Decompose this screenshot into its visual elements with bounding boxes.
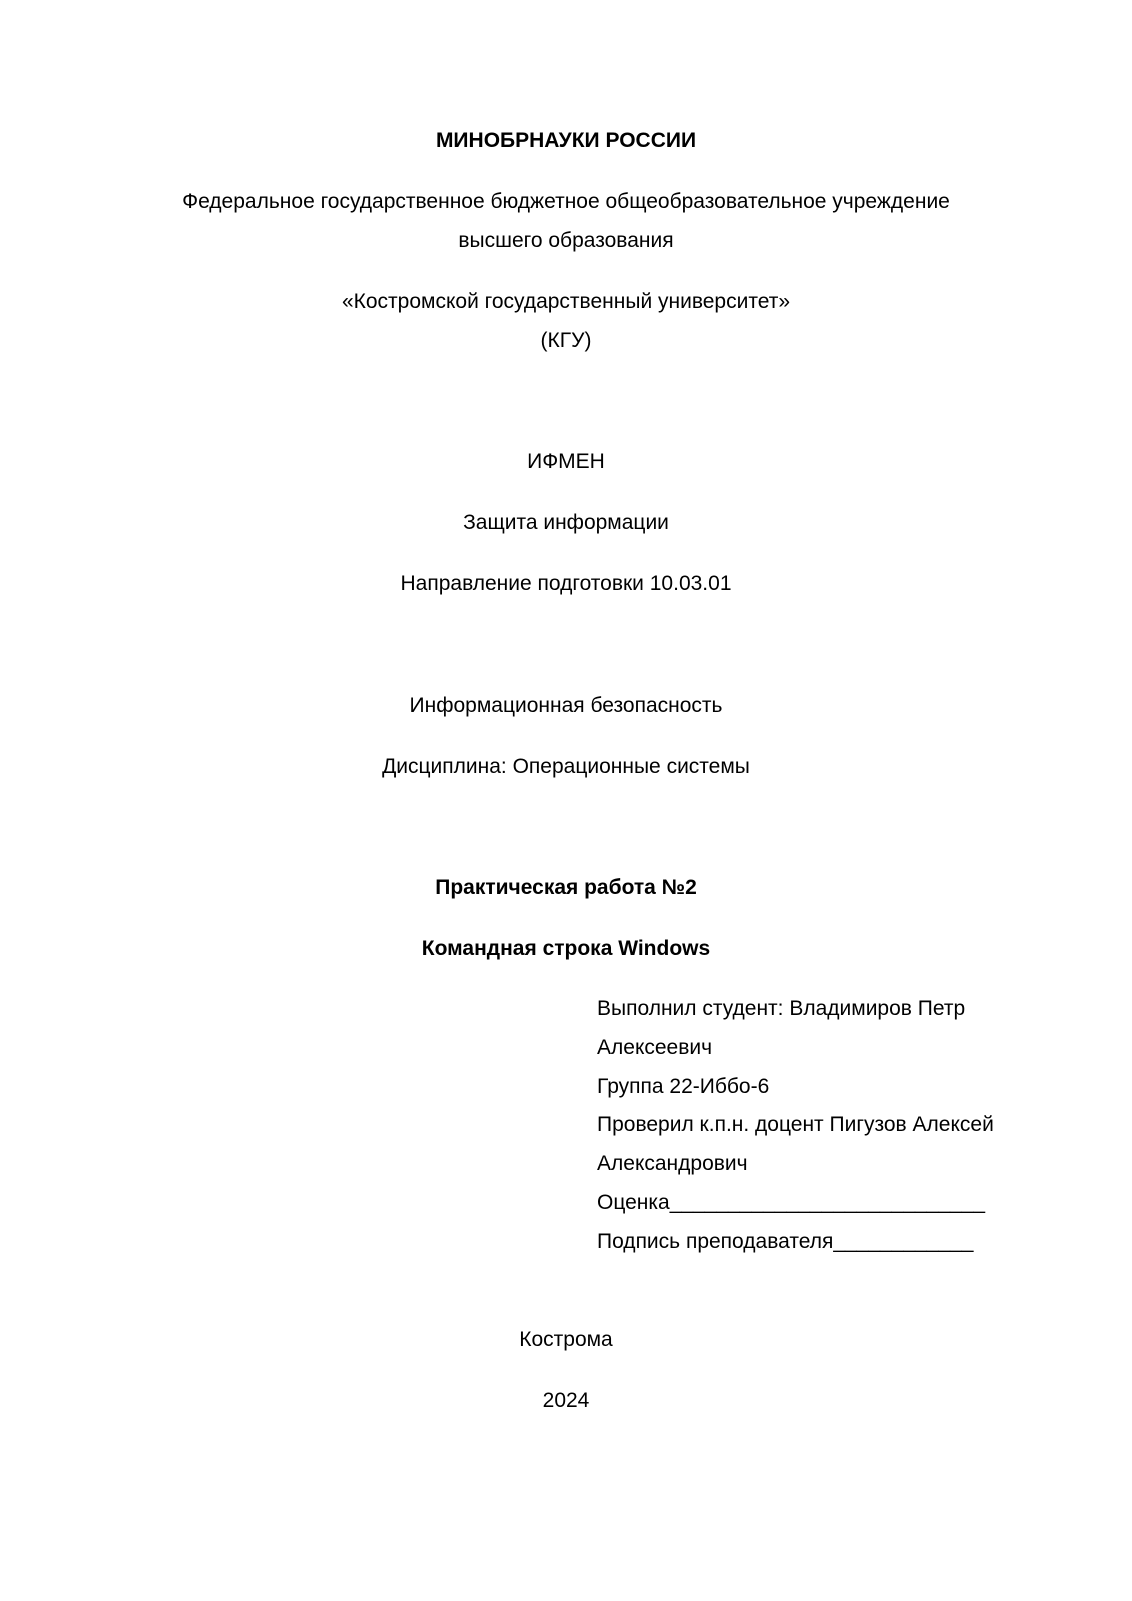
checker-line-1: Проверил к.п.н. доцент Пигузов Алексей [597, 1113, 994, 1136]
institution-line-1: Федеральное государственное бюджетное общеобразовательное учреждение [182, 190, 950, 213]
group-label: Группа 22-Иббо-6 [597, 1075, 770, 1098]
city-name: Кострома [519, 1328, 613, 1351]
university-name: «Костромской государственный университет» [341, 290, 791, 313]
checker-line-2: Александрович [597, 1152, 748, 1175]
grade-field: Оценка___________________________ [597, 1191, 986, 1214]
university-abbr: (КГУ) [540, 329, 592, 352]
teacher-signature-field: Подпись преподавателя____________ [597, 1230, 974, 1253]
institute-name: ИФМЕН [527, 450, 605, 473]
year: 2024 [542, 1389, 590, 1412]
department-name: Защита информации [463, 511, 669, 534]
training-direction: Направление подготовки 10.03.01 [400, 572, 732, 595]
work-topic: Командная строка Windows [421, 937, 711, 960]
discipline-name: Дисциплина: Операционные системы [382, 755, 750, 778]
student-name-line-1: Выполнил студент: Владимиров Петр [597, 997, 966, 1020]
work-title: Практическая работа №2 [435, 876, 697, 899]
student-name-line-2: Алексеевич [597, 1036, 713, 1059]
ministry-heading: МИНОБРНАУКИ РОССИИ [435, 129, 697, 152]
institution-line-2: высшего образования [458, 229, 674, 252]
study-profile: Информационная безопасность [409, 694, 723, 717]
